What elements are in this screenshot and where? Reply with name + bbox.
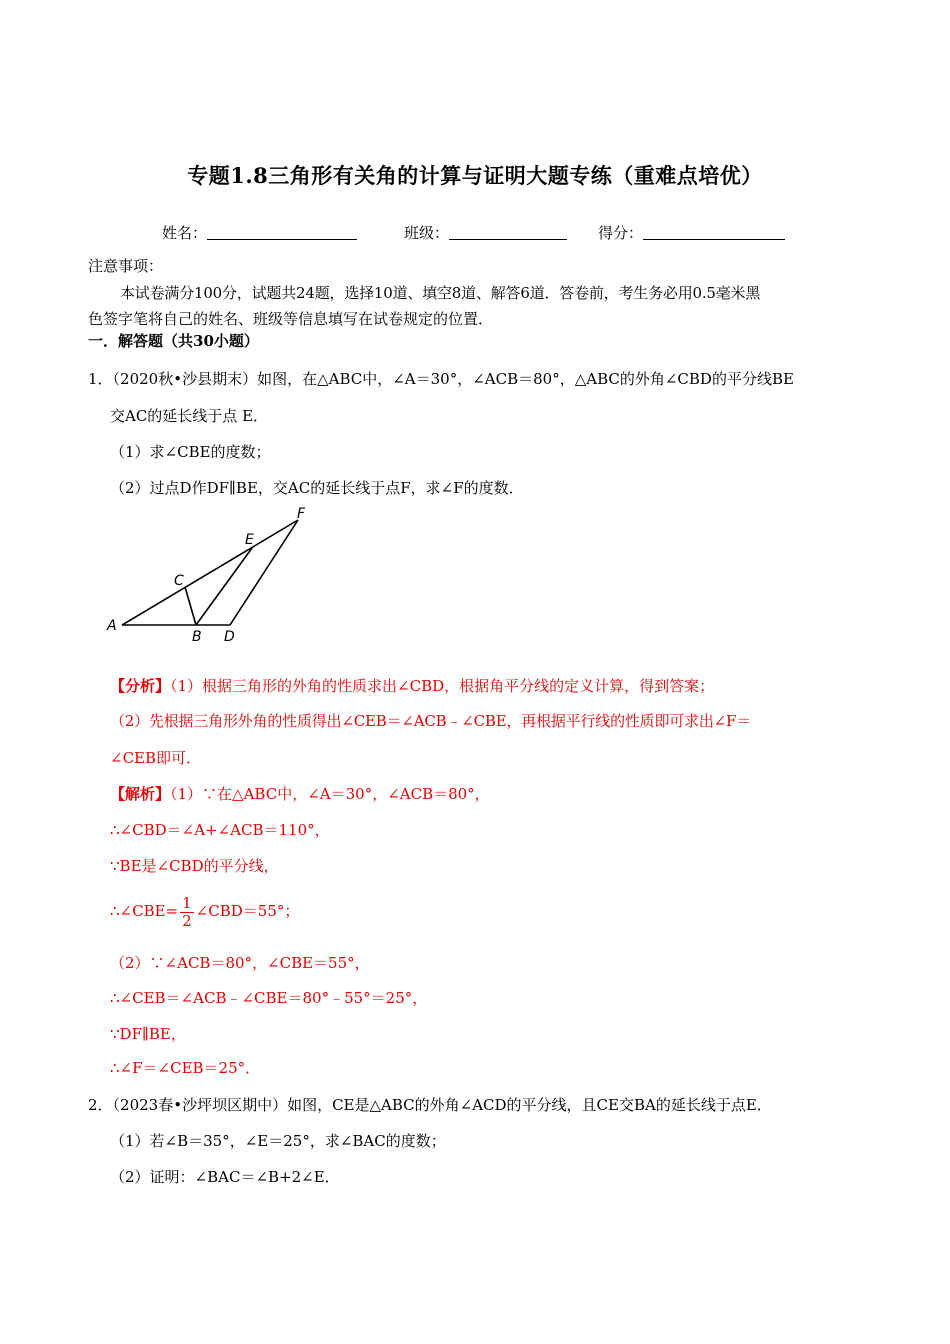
q1-analysis-2b: ∠CEB即可． <box>110 749 202 767</box>
q2-part-2: （2）证明：∠BAC＝∠B+2∠E． <box>110 1168 340 1186</box>
q1-solution-7: ∵DF∥BE， <box>110 1025 186 1043</box>
q1-solution-1 <box>110 784 490 804</box>
label-c: C <box>174 573 184 589</box>
segment-cb <box>185 587 196 625</box>
label-e: E <box>245 532 254 548</box>
page-title: 专题1.8三角形有关角的计算与证明大题专练（重难点培优） <box>187 163 763 188</box>
class-label: 班级： <box>404 224 450 242</box>
q1-solution-8: ∴∠F＝∠CEB＝25°． <box>110 1059 261 1077</box>
fraction-numerator: 1 <box>182 893 192 912</box>
q1-part-2: （2）过点D作DF∥BE，交AC的延长线于点F，求∠F的度数． <box>110 479 524 497</box>
q1-triangle-figure <box>100 505 320 645</box>
q2-number: 2． <box>88 1096 113 1114</box>
q1-source: （2020秋•沙县期末） <box>112 370 258 388</box>
score-label: 得分： <box>598 224 644 242</box>
label-a: A <box>107 618 117 634</box>
q1-stem-line-1 <box>88 369 794 389</box>
q1-stem-line-2: 交AC的延长线于点 E． <box>110 407 269 425</box>
notice-title: 注意事项： <box>88 257 164 275</box>
solution-4-pre: ∴∠CBE= <box>110 902 179 920</box>
segment-be <box>196 548 252 625</box>
name-label: 姓名： <box>162 224 208 242</box>
q1-solution-3: ∵BE是∠CBD的平分线， <box>110 857 279 875</box>
segment-df <box>230 520 298 625</box>
q2-source: （2023春•沙坪坝区期中） <box>112 1096 288 1114</box>
fraction-one-half <box>180 895 194 930</box>
q2-stem <box>88 1095 772 1115</box>
q1-analysis-1 <box>110 676 714 696</box>
class-blank <box>449 225 567 240</box>
q1-solution-4 <box>110 893 299 930</box>
score-field <box>598 222 785 243</box>
section-heading: 一．解答题（共30小题） <box>88 332 259 350</box>
q1-stem-text: 如图，在△ABC中，∠A＝30°，∠ACB＝80°，△ABC的外角∠CBD的平分线BE <box>257 370 794 388</box>
notice-line-2: 色签字笔将自己的姓名、班级等信息填写在试卷规定的位置． <box>88 310 494 328</box>
label-f: F <box>297 506 306 522</box>
name-blank <box>207 225 357 240</box>
analysis-text-1: （1）根据三角形的外角的性质求出∠CBD，根据角平分线的定义计算，得到答案； <box>170 677 715 695</box>
solution-text-1: （1）∵在△ABC中，∠A＝30°，∠ACB＝80°， <box>170 785 490 803</box>
q1-solution-5: （2）∵∠ACB＝80°，∠CBE＝55°， <box>110 954 370 972</box>
name-field <box>162 222 357 243</box>
label-d: D <box>224 629 235 645</box>
q1-solution-6: ∴∠CEB＝∠ACB﹣∠CBE＝80°﹣55°＝25°， <box>110 989 428 1007</box>
class-field <box>404 222 567 243</box>
notice-line-1: 本试卷满分100分，试题共24题，选择10道、填空8道、解答6道．答卷前，考生务必用0.5毫米黑 <box>120 284 761 302</box>
solution-4-post: ∠CBD＝55°； <box>195 902 300 920</box>
fraction-denominator: 2 <box>182 911 192 930</box>
q2-part-1: （1）若∠B＝35°，∠E＝25°，求∠BAC的度数； <box>110 1132 446 1150</box>
segment-af <box>122 520 298 625</box>
label-b: B <box>192 629 202 645</box>
solution-tag: 【解析】 <box>110 785 171 803</box>
q1-analysis-2a: （2）先根据三角形外角的性质得出∠CEB＝∠ACB﹣∠CBE，再根据平行线的性质即可求出∠F＝ <box>110 712 752 730</box>
q1-part-1: （1）求∠CBE的度数； <box>110 443 271 461</box>
q2-stem-text: 如图，CE是△ABC的外角∠ACD的平分线，且CE交BA的延长线于点E． <box>287 1096 772 1114</box>
q1-number: 1． <box>88 370 113 388</box>
q1-solution-2: ∴∠CBD＝∠A+∠ACB＝110°， <box>110 821 330 839</box>
score-blank <box>643 225 785 240</box>
analysis-tag: 【分析】 <box>110 677 171 695</box>
